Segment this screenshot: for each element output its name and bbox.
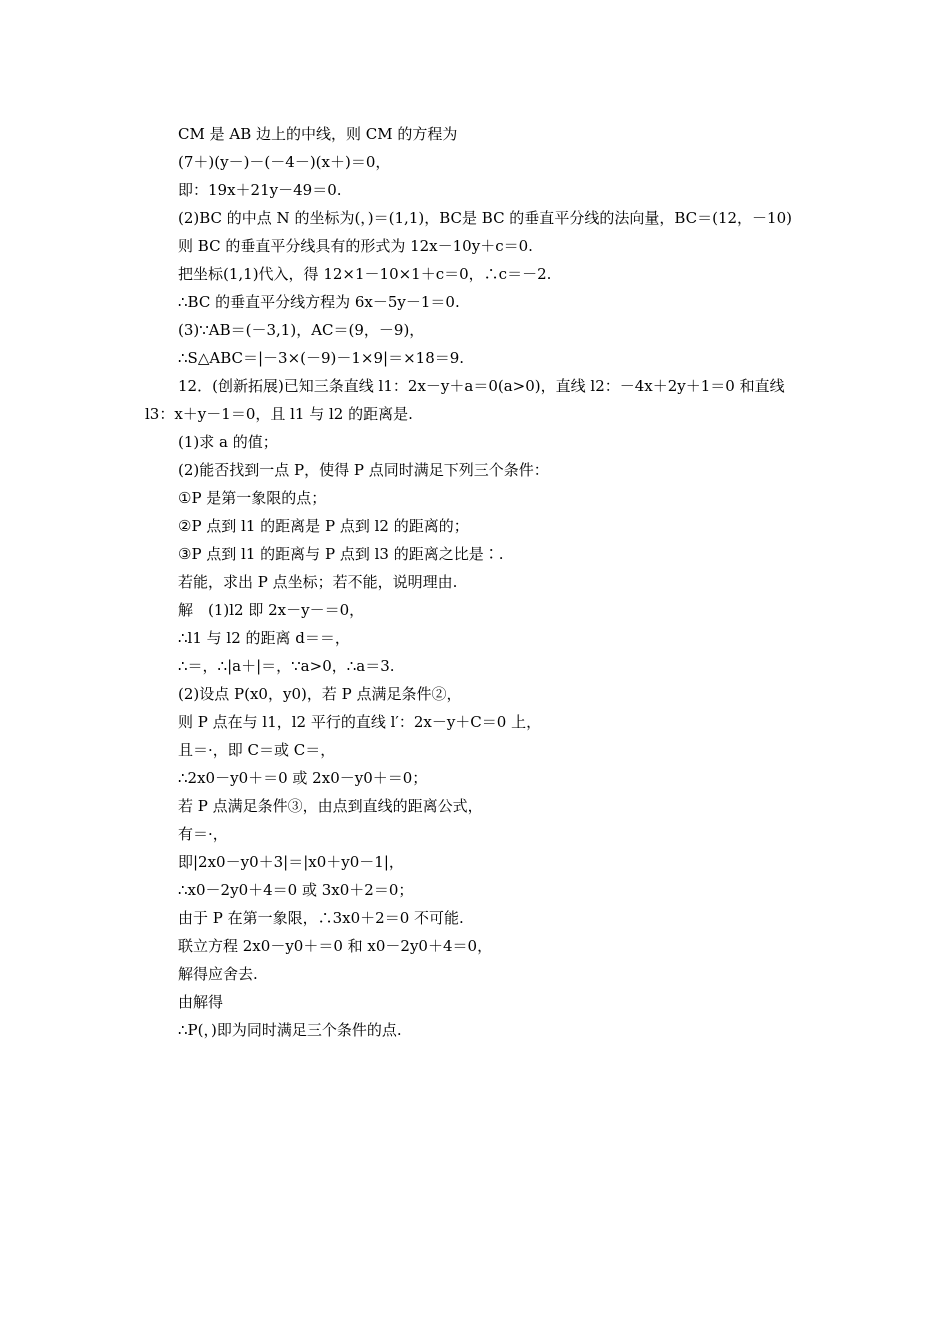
text-paragraph: (2)BC 的中点 N 的坐标为(，)＝(1,1)，BC是 BC 的垂直平分线的法向量，BC＝(12，－10) xyxy=(178,209,792,227)
text-line: 即|2x0－y0＋3|＝|x0＋y0－1|， xyxy=(178,853,404,871)
text-line: 解得应舍去. xyxy=(178,965,258,983)
text-line: ∴S△ABC＝|－3×(－9)－1×9|＝×18＝9. xyxy=(178,349,465,367)
text-line: (2)能否找到一点 P，使得 P 点同时满足下列三个条件： xyxy=(178,461,549,479)
text-line: ∴2x0－y0＋＝0 或 2x0－y0＋＝0； xyxy=(178,769,428,787)
solution-start: 解 (1)l2 即 2x－y－＝0， xyxy=(178,601,365,619)
text-line: 则 BC 的垂直平分线具有的形式为 12x－10y＋c＝0. xyxy=(178,237,533,255)
text-line: ∴＝，∴|a＋|＝，∵a>0，∴a＝3. xyxy=(178,657,395,675)
text-line: ∴BC 的垂直平分线方程为 6x－5y－1＝0. xyxy=(178,293,460,311)
problem-12-statement: 12．(创新拓展)已知三条直线 l1：2x－y＋a＝0(a>0)，直线 l2：－4x＋2y＋1＝0 和直线 l3：x＋y－1＝0，且 l1 与 l2 的距离是. xyxy=(145,377,785,423)
text-line: CM 是 AB 边上的中线，则 CM 的方程为 xyxy=(178,125,458,143)
text-line: (2)设点 P(x0，y0)，若 P 点满足条件②， xyxy=(178,685,462,703)
condition-1: ①P 是第一象限的点； xyxy=(178,489,327,507)
text-line: 若能，求出 P 点坐标；若不能，说明理由. xyxy=(178,573,458,591)
text-line: 若 P 点满足条件③，由点到直线的距离公式， xyxy=(178,797,483,815)
text-line: 即：19x＋21y－49＝0. xyxy=(178,181,342,199)
document-body xyxy=(145,120,810,1044)
text-line: 由于 P 在第一象限，∴3x0＋2＝0 不可能. xyxy=(178,909,464,927)
text-line: (7＋)(y－)－(－4－)(x＋)＝0， xyxy=(178,153,391,171)
text-line: 且＝·，即 C＝或 C＝， xyxy=(178,741,336,759)
condition-3: ③P 点到 l1 的距离与 P 点到 l3 的距离之比是∶. xyxy=(178,545,504,563)
text-line: (1)求 a 的值； xyxy=(178,433,278,451)
text-line: 把坐标(1,1)代入，得 12×1－10×1＋c＝0，∴c＝－2. xyxy=(178,265,552,283)
text-line: ∴P(，)即为同时满足三个条件的点. xyxy=(178,1021,402,1039)
text-line: 有＝·， xyxy=(178,825,228,843)
text-line: ∴x0－2y0＋4＝0 或 3x0＋2＝0； xyxy=(178,881,414,899)
text-line: ∴l1 与 l2 的距离 d＝＝， xyxy=(178,629,350,647)
text-line: 由解得 xyxy=(178,993,224,1011)
text-line: (3)∵AB＝(－3,1)，AC＝(9，－9)， xyxy=(178,321,425,339)
text-line: 则 P 点在与 l1，l2 平行的直线 l′：2x－y＋C＝0 上， xyxy=(178,713,542,731)
condition-2: ②P 点到 l1 的距离是 P 点到 l2 的距离的； xyxy=(178,517,469,535)
text-line: 联立方程 2x0－y0＋＝0 和 x0－2y0＋4＝0， xyxy=(178,937,493,955)
